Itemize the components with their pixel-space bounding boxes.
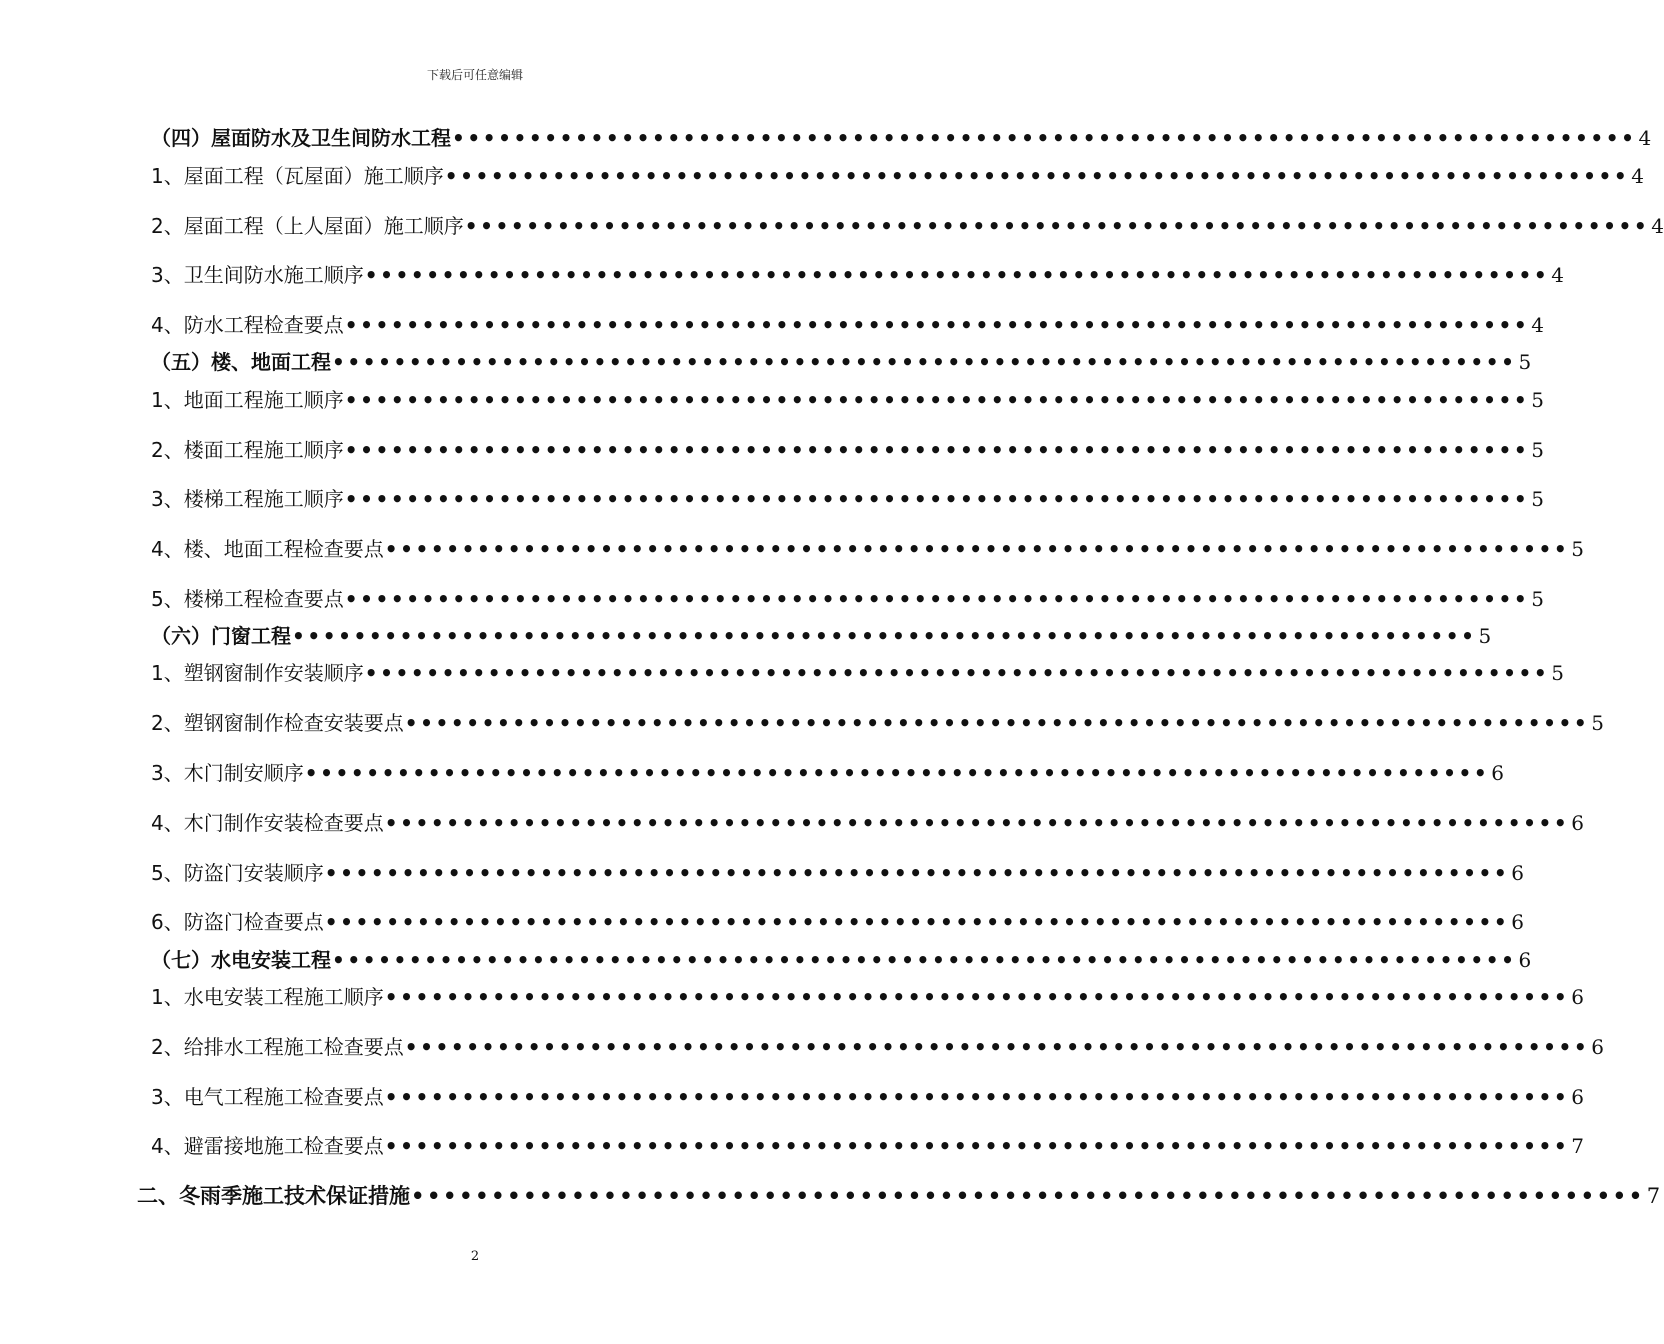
page-header: 下载后可任意编辑 (426, 68, 523, 82)
toc-leader-dots: ••••••••••••••••••••••••••••••••••••••••••••••••••••••••••••••••••••••••••••• (324, 910, 1510, 934)
toc-entry (151, 533, 1584, 562)
toc-entry-label: 2、楼面工程施工顺序 (151, 438, 344, 462)
toc-entry-page: 5 (1531, 587, 1544, 611)
toc-entry-label: 4、防水工程检查要点 (151, 313, 344, 337)
toc-entry (151, 346, 1532, 375)
toc-entry-page: 5 (1591, 711, 1604, 735)
toc-leader-dots: ••••••••••••••••••••••••••••••••••••••••••••••••••••••••••••••••••••••••••••• (364, 263, 1550, 287)
toc-leader-dots: ••••••••••••••••••••••••••••••••••••••••••••••••••••••••••••••••••••••••••••• (384, 1134, 1570, 1158)
toc-entry-page: 5 (1551, 661, 1564, 685)
toc-entry (151, 857, 1524, 886)
toc-entry-label: 5、楼梯工程检查要点 (151, 587, 344, 611)
toc-leader-dots: ••••••••••••••••••••••••••••••••••••••••••••••••••••••••••••••••••••••••••••• (384, 811, 1570, 835)
toc-leader-dots: ••••••••••••••••••••••••••••••••••••••••••••••••••••••••••••••••••••••••••••• (344, 487, 1530, 511)
toc-leader-dots: ••••••••••••••••••••••••••••••••••••••••••••••••••••••••••••••••••••••••••••• (344, 388, 1530, 412)
toc-entry-page: 4 (1631, 164, 1644, 188)
toc-leader-dots: ••••••••••••••••••••••••••••••••••••••••••••••••••••••••••••••••••••••••••••• (384, 537, 1570, 561)
toc-entry (151, 384, 1544, 413)
toc-entry-page: 6 (1571, 985, 1584, 1009)
toc-entry-label: 1、地面工程施工顺序 (151, 388, 344, 412)
toc-leader-dots: ••••••••••••••••••••••••••••••••••••••••••••••••••••••••••••••••••••••••••••• (332, 350, 1517, 374)
toc-entry (151, 1130, 1584, 1159)
toc-entry (137, 1180, 1661, 1210)
toc-entry-label: 1、屋面工程（瓦屋面）施工顺序 (151, 164, 444, 188)
toc-leader-dots: ••••••••••••••••••••••••••••••••••••••••••••••••••••••••••••••••••••••••••••• (344, 587, 1530, 611)
toc-leader-dots: ••••••••••••••••••••••••••••••••••••••••••••••••••••••••••••••••••••••••••••• (304, 761, 1490, 785)
toc-entry-page: 5 (1478, 624, 1492, 648)
toc-entry-label: （四）屋面防水及卫生间防水工程 (151, 126, 451, 150)
toc-entry-page: 6 (1591, 1035, 1604, 1059)
toc-entry (151, 160, 1644, 189)
toc-entry-page: 6 (1518, 948, 1532, 972)
toc-leader-dots: ••••••••••••••••••••••••••••••••••••••••••••••••••••••••••••••••••••••••••••• (364, 661, 1550, 685)
toc-leader-dots: ••••••••••••••••••••••••••••••••••••••••••••••••••••••••••••••••••••••••••••• (344, 438, 1530, 462)
toc-leader-dots: ••••••••••••••••••••••••••••••••••••••••••••••••••••••••••••••••••••••••••••• (444, 164, 1630, 188)
toc-entry-page: 6 (1511, 910, 1524, 934)
toc-entry-label: 3、楼梯工程施工顺序 (151, 487, 344, 511)
toc-entry (151, 309, 1544, 338)
toc-entry (151, 434, 1544, 463)
toc-entry-page: 4 (1551, 263, 1564, 287)
page-number: 2 (470, 1249, 480, 1264)
toc-entry-label: 2、给排水工程施工检查要点 (151, 1035, 404, 1059)
toc-leader-dots: ••••••••••••••••••••••••••••••••••••••••••••••••••••••••••••••••••••••••••••• (324, 861, 1510, 885)
toc-entry-page: 5 (1531, 388, 1544, 412)
toc-entry-label: （五）楼、地面工程 (151, 350, 331, 374)
toc-entry-label: 1、塑钢窗制作安装顺序 (151, 661, 364, 685)
toc-entry-label: 3、卫生间防水施工顺序 (151, 263, 364, 287)
toc-entry-label: 4、避雷接地施工检查要点 (151, 1134, 384, 1158)
toc-entry-label: 2、塑钢窗制作检查安装要点 (151, 711, 404, 735)
toc-leader-dots: ••••••••••••••••••••••••••••••••••••••••••••••••••••••••••••••••••••••••••••• (344, 313, 1530, 337)
toc-entry-page: 6 (1511, 861, 1524, 885)
toc-entry-label: 3、木门制安顺序 (151, 761, 304, 785)
toc-entry (151, 906, 1524, 935)
toc-entry-page: 7 (1571, 1134, 1584, 1158)
toc-entry (151, 944, 1532, 973)
toc-entry-label: 4、楼、地面工程检查要点 (151, 537, 384, 561)
toc-entry (151, 981, 1584, 1010)
toc-entry-page: 4 (1651, 214, 1664, 238)
toc-entry-label: 2、屋面工程（上人屋面）施工顺序 (151, 214, 464, 238)
toc-entry-label: 1、水电安装工程施工顺序 (151, 985, 384, 1009)
toc-entry (151, 210, 1664, 239)
toc-entry-label: 6、防盗门检查要点 (151, 910, 324, 934)
toc-entry-label: 5、防盗门安装顺序 (151, 861, 324, 885)
toc-entry-label: 4、木门制作安装检查要点 (151, 811, 384, 835)
toc-leader-dots: ••••••••••••••••••••••••••••••••••••••••••••••••••••••••••••••••••••••••••••• (292, 624, 1477, 648)
toc-leader-dots: ••••••••••••••••••••••••••••••••••••••••••••••••••••••••••••••••••••••••••••• (404, 711, 1590, 735)
toc-entry-label: 3、电气工程施工检查要点 (151, 1085, 384, 1109)
toc-entry (151, 657, 1564, 686)
toc-leader-dots: ••••••••••••••••••••••••••••••••••••••••••••••••••••••••••••••••••••••••••••• (384, 985, 1570, 1009)
toc-entry (151, 483, 1544, 512)
toc-entry-page: 7 (1646, 1184, 1661, 1208)
toc-entry-label: （六）门窗工程 (151, 624, 291, 648)
toc-entry (151, 707, 1604, 736)
toc-entry-page: 4 (1638, 126, 1652, 150)
toc-leader-dots: ••••••••••••••••••••••••••••••••••••••••••••••••••••••••••••••••••••••••••••• (452, 126, 1637, 150)
toc-entry (151, 122, 1652, 151)
toc-entry-page: 6 (1571, 811, 1584, 835)
toc-entry-page: 5 (1531, 487, 1544, 511)
toc-entry (151, 807, 1584, 836)
toc-entry-page: 4 (1531, 313, 1544, 337)
toc-entry (151, 757, 1504, 786)
toc-entry-page: 6 (1571, 1085, 1584, 1109)
toc-leader-dots: ••••••••••••••••••••••••••••••••••••••••••••••••••••••••••••••••••••••••••••• (332, 948, 1517, 972)
toc-entry (151, 259, 1564, 288)
toc-entry-page: 5 (1571, 537, 1584, 561)
toc-leader-dots: ••••••••••••••••••••••••••••••••••••••••••••••••••••••••••••••••••••••••••••• (384, 1085, 1570, 1109)
toc-entry-page: 5 (1531, 438, 1544, 462)
toc-entry-label: 二、冬雨季施工技术保证措施 (137, 1184, 410, 1208)
toc-entry-page: 5 (1518, 350, 1532, 374)
toc-leader-dots: ••••••••••••••••••••••••••••••••••••••••••••••••••••••••••••••••••••••••••••• (404, 1035, 1590, 1059)
toc-entry-label: （七）水电安装工程 (151, 948, 331, 972)
toc-leader-dots: ••••••••••••••••••••••••••••••••••••••••••••••••••••••••••••••••••••••••••••• (464, 214, 1650, 238)
toc-entry-page: 6 (1491, 761, 1504, 785)
toc-leader-dots: ••••••••••••••••••••••••••••••••••••••••••••••••••••••••••••••••••••••••••••• (411, 1184, 1645, 1208)
toc-entry (151, 583, 1544, 612)
toc-entry (151, 620, 1492, 649)
toc-entry (151, 1081, 1584, 1110)
toc-entry (151, 1031, 1604, 1060)
